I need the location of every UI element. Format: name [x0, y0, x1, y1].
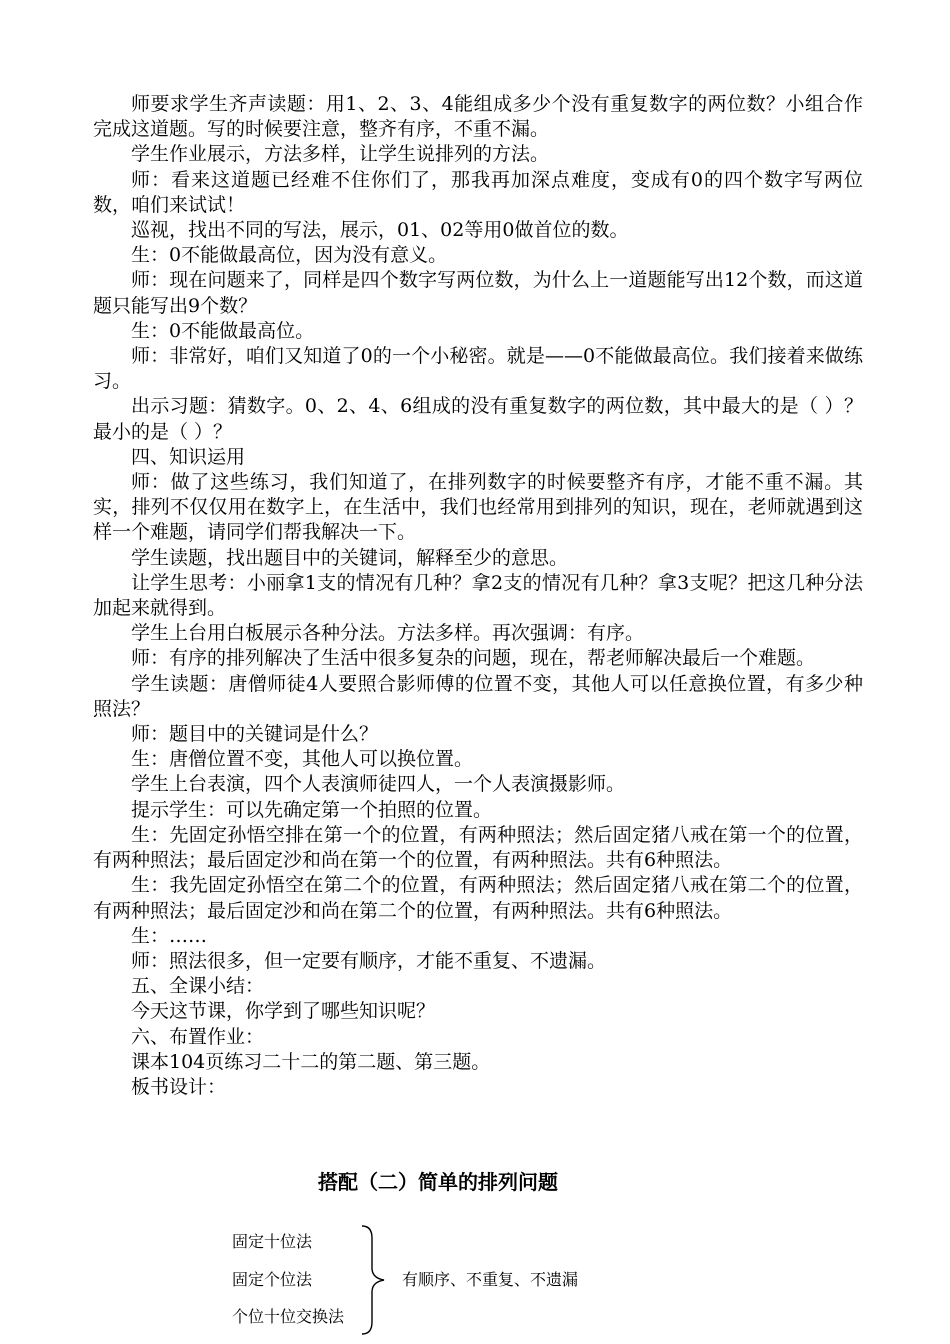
section-heading: 四、知识运用	[131, 445, 246, 468]
paragraph: 今天这节课，你学到了哪些知识呢？	[131, 1000, 436, 1023]
paragraph: 学生上台表演，四个人表演师徒四人，一个人表演摄影师。	[131, 773, 626, 796]
paragraph: 生：……	[131, 924, 208, 947]
paragraph: 生：我先固定孙悟空在第二个的位置，有两种照法；然后固定猪八戒在第二个的位置，有两种照法；最后固定沙和尚在第二个的位置，有两种照法。共有6种照法。	[93, 874, 863, 922]
paragraph: 学生上台用白板展示各种分法。方法多样。再次强调：有序。	[131, 622, 645, 645]
paragraph: 师：现在问题来了，同样是四个数字写两位数，为什么上一道题能写出12个数，而这道题只能写出9个数？	[93, 269, 863, 317]
section-heading: 五、全课小结：	[131, 975, 265, 998]
paragraph: 巡视，找出不同的写法，展示，01、02等用0做首位的数。	[131, 219, 629, 242]
paragraph: 师：做了这些练习，我们知道了，在排列数字的时候要整齐有序，才能不重不漏。其实，排列不仅仅用在数字上，在生活中，我们也经常用到排列的知识，现在，老师就遇到这样一个难题，请同学们帮我解决一下。	[93, 471, 863, 544]
paragraph: 学生作业展示，方法多样，让学生说排列的方法。	[131, 143, 550, 166]
paragraph: 师：非常好，咱们又知道了0的一个小秘密。就是——0不能做最高位。我们接着来做练习。	[93, 345, 863, 393]
paragraph: 师：题目中的关键词是什么？	[131, 723, 379, 746]
paragraph: 出示习题：猜数字。0、2、4、6组成的没有重复数字的两位数，其中最大的是（ ）？最小的是（ ）？	[93, 395, 863, 443]
paragraph: 课本104页练习二十二的第二题、第三题。	[131, 1050, 491, 1073]
paragraph: 学生读题：唐僧师徒4人要照合影师傅的位置不变，其他人可以任意换位置，有多少种照法？	[93, 672, 863, 720]
section-heading: 六、布置作业：	[131, 1025, 265, 1048]
paragraph: 生：0不能做最高位。	[131, 319, 315, 342]
paragraph: 师：看来这道题已经难不住你们了，那我再加深点难度，变成有0的四个数字写两位数，咱们来试试！	[93, 168, 863, 216]
paragraph: 板书设计：	[131, 1075, 227, 1098]
paragraph: 让学生思考：小丽拿1支的情况有几种？拿2支的情况有几种？拿3支呢？把这几种分法加起来就得到。	[93, 571, 863, 620]
paragraph: 学生读题，找出题目中的关键词，解释至少的意思。	[131, 546, 569, 569]
document-body	[93, 92, 863, 1100]
paragraph: 生：唐僧位置不变，其他人可以换位置。	[131, 748, 474, 771]
board-method: 个位十位交换法	[232, 1307, 345, 1326]
paragraph: 生：0不能做最高位，因为没有意义。	[131, 244, 448, 267]
paragraph: 提示学生：可以先确定第一个拍照的位置。	[131, 798, 493, 821]
paragraph: 师：照法很多，但一定要有顺序，才能不重复、不遗漏。	[131, 949, 607, 972]
board-conclusion: 有顺序、不重复、不遗漏	[402, 1270, 579, 1289]
paragraph: 师要求学生齐声读题：用1、2、3、4能组成多少个没有重复数字的两位数？小组合作完成这道题。写的时候要注意，整齐有序，不重不漏。	[93, 93, 863, 141]
board-method: 固定个位法	[232, 1270, 313, 1289]
board-title: 搭配（二）简单的排列问题	[318, 1170, 558, 1194]
paragraph: 师：有序的排列解决了生活中很多复杂的问题，现在，帮老师解决最后一个难题。	[131, 647, 816, 670]
board-method: 固定十位法	[232, 1232, 313, 1251]
right-brace-icon	[360, 1224, 390, 1336]
paragraph: 生：先固定孙悟空排在第一个的位置，有两种照法；然后固定猪八戒在第一个的位置，有两种照法；最后固定沙和尚在第一个的位置，有两种照法。共有6种照法。	[93, 823, 863, 872]
